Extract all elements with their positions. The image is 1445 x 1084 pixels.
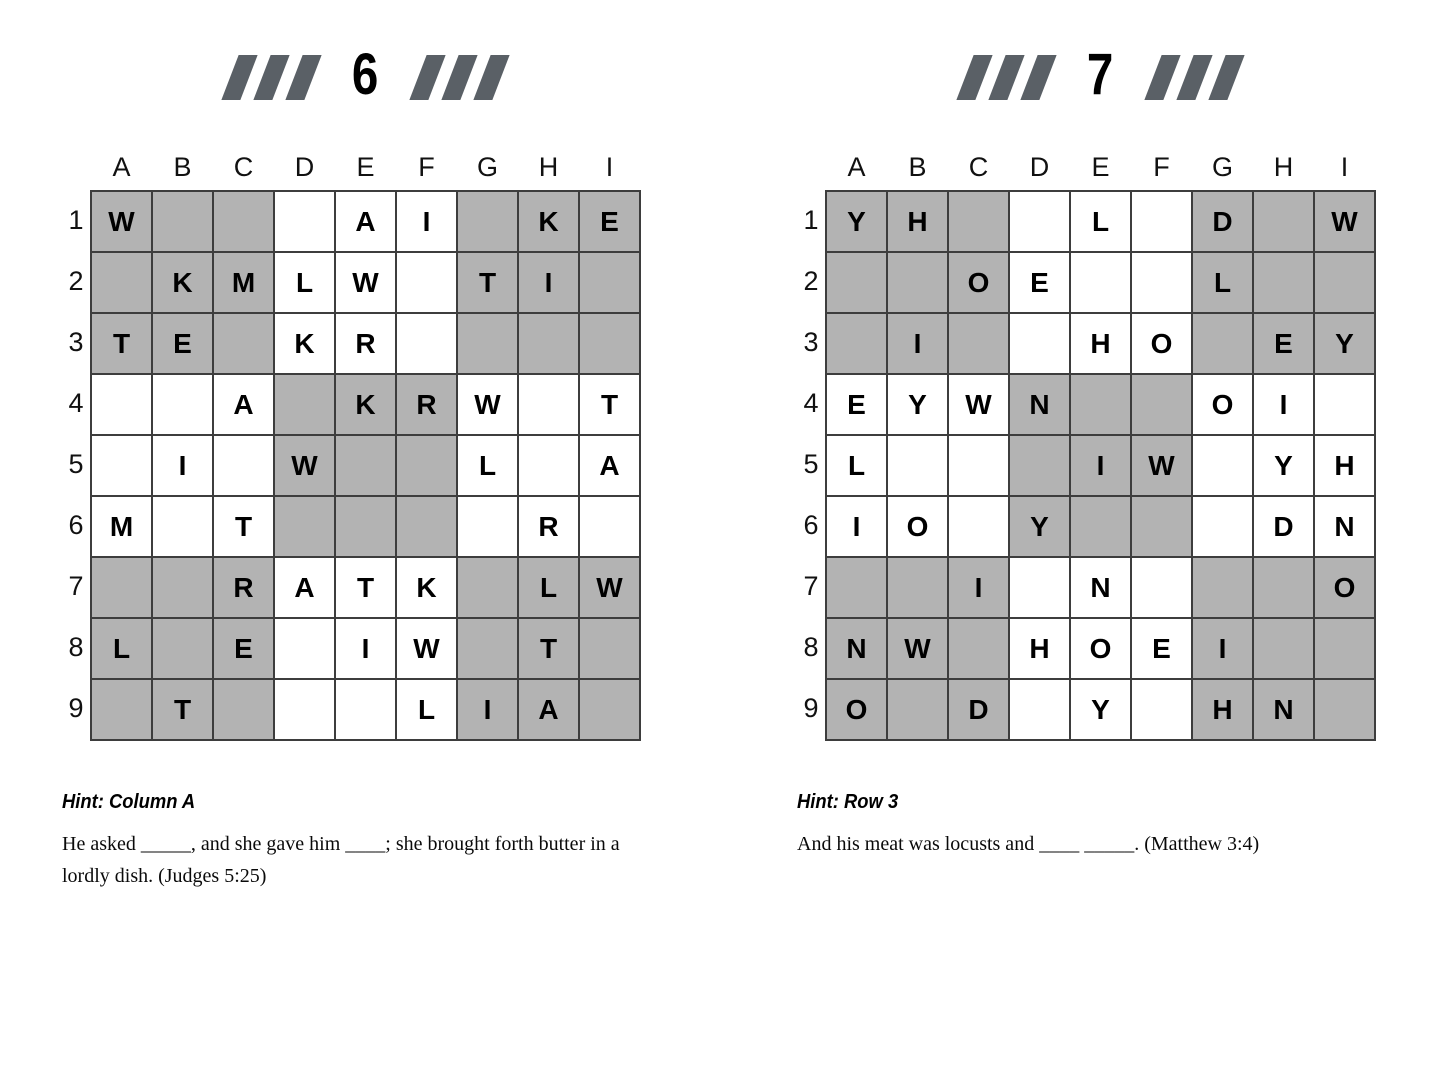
cell-E1: L (1070, 191, 1131, 252)
cell-C7: I (948, 557, 1009, 618)
cell-C5[interactable] (213, 435, 274, 496)
cell-I6: N (1314, 496, 1375, 557)
cell-E4: K (335, 374, 396, 435)
cell-E9[interactable] (335, 679, 396, 740)
slash-decoration-right (418, 55, 501, 100)
cell-A2[interactable] (826, 252, 887, 313)
cell-H1: K (518, 191, 579, 252)
cell-H9: A (518, 679, 579, 740)
cell-I2[interactable] (579, 252, 640, 313)
cell-D7: A (274, 557, 335, 618)
puzzle-6 (62, 40, 662, 1040)
cell-C5[interactable] (948, 435, 1009, 496)
puzzle-6-grid (90, 190, 641, 741)
cell-E7: N (1070, 557, 1131, 618)
column-label-C: C (968, 152, 989, 182)
cell-H2[interactable] (1253, 252, 1314, 313)
cell-D7[interactable] (1009, 557, 1070, 618)
cell-C2: M (213, 252, 274, 313)
cell-A6: I (826, 496, 887, 557)
cell-H2: I (518, 252, 579, 313)
cell-C9[interactable] (213, 679, 274, 740)
cell-E6[interactable] (335, 496, 396, 557)
cell-H8[interactable] (1253, 618, 1314, 679)
cell-I1: W (1314, 191, 1375, 252)
row-label-9: 9 (803, 693, 819, 723)
cell-E3: R (335, 313, 396, 374)
row-labels (797, 190, 825, 741)
cell-G2: L (1192, 252, 1253, 313)
column-label-G: G (1211, 152, 1233, 182)
cell-C1[interactable] (948, 191, 1009, 252)
cell-A9[interactable] (91, 679, 152, 740)
row-label-9: 9 (68, 693, 84, 723)
column-label-F: F (418, 152, 435, 182)
row-labels (62, 190, 90, 741)
cell-G3[interactable] (457, 313, 518, 374)
row-label-1: 1 (803, 205, 819, 235)
cell-I3: Y (1314, 313, 1375, 374)
row-label-8: 8 (803, 632, 819, 662)
cell-B8: W (887, 618, 948, 679)
row-label-2: 2 (68, 266, 84, 296)
cell-I4: T (579, 374, 640, 435)
puzzle-6-header (90, 42, 641, 108)
cell-F2[interactable] (396, 252, 457, 313)
cell-D4: N (1009, 374, 1070, 435)
cell-A7[interactable] (91, 557, 152, 618)
cell-D3[interactable] (1009, 313, 1070, 374)
cell-C4: W (948, 374, 1009, 435)
cell-I8[interactable] (1314, 618, 1375, 679)
slash-icon (1144, 55, 1180, 100)
cell-F7: K (396, 557, 457, 618)
puzzle-7-header (825, 42, 1376, 108)
cell-F2[interactable] (1131, 252, 1192, 313)
cell-E8: O (1070, 618, 1131, 679)
cell-F8: E (1131, 618, 1192, 679)
cell-F3[interactable] (396, 313, 457, 374)
cell-E7: T (335, 557, 396, 618)
puzzle-7 (797, 40, 1397, 1040)
column-labels (826, 150, 1376, 190)
row-label-3: 3 (803, 327, 819, 357)
cell-A9: O (826, 679, 887, 740)
cell-G3[interactable] (1192, 313, 1253, 374)
cell-C4: A (213, 374, 274, 435)
cell-A1: W (91, 191, 152, 252)
column-label-A: A (847, 152, 866, 182)
column-label-E: E (356, 152, 375, 182)
puzzle-7-grid-area (797, 150, 1376, 741)
cell-D1[interactable] (1009, 191, 1070, 252)
cell-F5[interactable] (396, 435, 457, 496)
cell-H4[interactable] (518, 374, 579, 435)
cell-G4: W (457, 374, 518, 435)
column-label-H: H (1273, 152, 1294, 182)
cell-I2[interactable] (1314, 252, 1375, 313)
row-label-6: 6 (68, 510, 84, 540)
cell-H5: Y (1253, 435, 1314, 496)
cell-E4[interactable] (1070, 374, 1131, 435)
cell-I7: O (1314, 557, 1375, 618)
cell-A7[interactable] (826, 557, 887, 618)
cell-C3[interactable] (948, 313, 1009, 374)
cell-A3: T (91, 313, 152, 374)
cell-F1[interactable] (1131, 191, 1192, 252)
row-label-2: 2 (803, 266, 819, 296)
cell-G1: D (1192, 191, 1253, 252)
cell-H8: T (518, 618, 579, 679)
cell-G6[interactable] (457, 496, 518, 557)
cell-G2: T (457, 252, 518, 313)
cell-F6[interactable] (396, 496, 457, 557)
column-label-H: H (538, 152, 559, 182)
cell-C6: T (213, 496, 274, 557)
cell-B9[interactable] (887, 679, 948, 740)
cell-B2: K (152, 252, 213, 313)
cell-F4[interactable] (1131, 374, 1192, 435)
cell-G6[interactable] (1192, 496, 1253, 557)
hint-text: And his meat was locusts and ____ _____. (Matthew 3:4) (797, 833, 1260, 855)
cell-G5: L (457, 435, 518, 496)
cell-D2: L (274, 252, 335, 313)
cell-F4: R (396, 374, 457, 435)
slash-icon (473, 55, 509, 100)
slash-icon (957, 55, 993, 100)
slash-icon (254, 55, 290, 100)
cell-A5: L (826, 435, 887, 496)
column-label-G: G (476, 152, 498, 182)
cell-E2: W (335, 252, 396, 313)
cell-I4[interactable] (1314, 374, 1375, 435)
cell-C6[interactable] (948, 496, 1009, 557)
cell-H6: R (518, 496, 579, 557)
cell-G9: I (457, 679, 518, 740)
column-label-F: F (1153, 152, 1170, 182)
cell-A4: E (826, 374, 887, 435)
row-label-4: 4 (803, 388, 819, 418)
cell-D5[interactable] (1009, 435, 1070, 496)
cell-D4[interactable] (274, 374, 335, 435)
slash-icon (989, 55, 1025, 100)
cell-I8[interactable] (579, 618, 640, 679)
cell-G8: I (1192, 618, 1253, 679)
cell-B9: T (152, 679, 213, 740)
slash-decoration-right (1153, 55, 1236, 100)
column-labels (91, 150, 641, 190)
cell-D9[interactable] (1009, 679, 1070, 740)
cell-G7[interactable] (457, 557, 518, 618)
cell-C1[interactable] (213, 191, 274, 252)
cell-B6[interactable] (152, 496, 213, 557)
cell-I3[interactable] (579, 313, 640, 374)
row-label-7: 7 (68, 571, 84, 601)
cell-H7[interactable] (1253, 557, 1314, 618)
cell-G7[interactable] (1192, 557, 1253, 618)
cell-A3[interactable] (826, 313, 887, 374)
cell-D1[interactable] (274, 191, 335, 252)
cell-G1[interactable] (457, 191, 518, 252)
cell-D3: K (274, 313, 335, 374)
column-label-I: I (1340, 152, 1349, 182)
slash-icon (286, 55, 322, 100)
cell-B3: I (887, 313, 948, 374)
cell-C8: E (213, 618, 274, 679)
row-label-8: 8 (68, 632, 84, 662)
cell-I5: H (1314, 435, 1375, 496)
cell-I5: A (579, 435, 640, 496)
hint-label: Hint: Row 3 (797, 791, 899, 813)
cell-A6: M (91, 496, 152, 557)
puzzle-6-grid-area (62, 150, 641, 741)
cell-H3: E (1253, 313, 1314, 374)
column-label-D: D (294, 152, 315, 182)
cell-B5: I (152, 435, 213, 496)
cell-F1: I (396, 191, 457, 252)
cell-B4: Y (887, 374, 948, 435)
cell-B8[interactable] (152, 618, 213, 679)
cell-D6: Y (1009, 496, 1070, 557)
column-label-B: B (173, 152, 192, 182)
slash-icon (441, 55, 477, 100)
column-label-C: C (233, 152, 254, 182)
column-label-I: I (605, 152, 614, 182)
slash-icon (1208, 55, 1244, 100)
hint-label: Hint: Column A (62, 791, 196, 813)
cell-B7[interactable] (887, 557, 948, 618)
row-label-5: 5 (803, 449, 819, 479)
column-label-D: D (1029, 152, 1050, 182)
cell-E5[interactable] (335, 435, 396, 496)
slash-decoration-left (965, 55, 1048, 100)
cell-G5[interactable] (1192, 435, 1253, 496)
cell-A8: N (826, 618, 887, 679)
cell-H3[interactable] (518, 313, 579, 374)
cell-A2[interactable] (91, 252, 152, 313)
cell-F5: W (1131, 435, 1192, 496)
slash-icon (409, 55, 445, 100)
hint-text: He asked _____, and she gave him ____; she brought forth butter in a lordly dish. (Judges 5:25) (62, 833, 620, 887)
cell-A5[interactable] (91, 435, 152, 496)
cell-C2: O (948, 252, 1009, 313)
cell-E2[interactable] (1070, 252, 1131, 313)
row-label-7: 7 (803, 571, 819, 601)
cell-G4: O (1192, 374, 1253, 435)
cell-A8: L (91, 618, 152, 679)
cell-F3: O (1131, 313, 1192, 374)
cell-H6: D (1253, 496, 1314, 557)
cell-C9: D (948, 679, 1009, 740)
cell-E5: I (1070, 435, 1131, 496)
cell-D8: H (1009, 618, 1070, 679)
cell-C3[interactable] (213, 313, 274, 374)
cell-I1: E (579, 191, 640, 252)
cell-G9: H (1192, 679, 1253, 740)
cell-D2: E (1009, 252, 1070, 313)
cell-D5: W (274, 435, 335, 496)
cell-E8: I (335, 618, 396, 679)
column-label-A: A (112, 152, 131, 182)
cell-D8[interactable] (274, 618, 335, 679)
puzzle-number: 7 (1087, 42, 1114, 107)
row-label-1: 1 (68, 205, 84, 235)
slash-icon (222, 55, 258, 100)
cell-I7: W (579, 557, 640, 618)
cell-E6[interactable] (1070, 496, 1131, 557)
cell-D9[interactable] (274, 679, 335, 740)
cell-H1[interactable] (1253, 191, 1314, 252)
puzzle-7-grid (825, 190, 1376, 741)
cell-B4[interactable] (152, 374, 213, 435)
cell-B1[interactable] (152, 191, 213, 252)
cell-B1: H (887, 191, 948, 252)
cell-E3: H (1070, 313, 1131, 374)
cell-B6: O (887, 496, 948, 557)
cell-B3: E (152, 313, 213, 374)
cell-I6[interactable] (579, 496, 640, 557)
row-label-3: 3 (68, 327, 84, 357)
cell-A4[interactable] (91, 374, 152, 435)
cell-E1: A (335, 191, 396, 252)
cell-F6[interactable] (1131, 496, 1192, 557)
column-label-E: E (1091, 152, 1110, 182)
cell-H7: L (518, 557, 579, 618)
cell-H9: N (1253, 679, 1314, 740)
cell-F7[interactable] (1131, 557, 1192, 618)
row-label-5: 5 (68, 449, 84, 479)
slash-decoration-left (230, 55, 313, 100)
cell-A1: Y (826, 191, 887, 252)
cell-F8: W (396, 618, 457, 679)
cell-B5[interactable] (887, 435, 948, 496)
cell-F9: L (396, 679, 457, 740)
row-label-6: 6 (803, 510, 819, 540)
cell-H4: I (1253, 374, 1314, 435)
cell-C8[interactable] (948, 618, 1009, 679)
column-label-B: B (908, 152, 927, 182)
cell-B2[interactable] (887, 252, 948, 313)
cell-F9[interactable] (1131, 679, 1192, 740)
cell-G8[interactable] (457, 618, 518, 679)
cell-D6[interactable] (274, 496, 335, 557)
slash-icon (1021, 55, 1057, 100)
cell-B7[interactable] (152, 557, 213, 618)
slash-icon (1176, 55, 1212, 100)
cell-I9[interactable] (1314, 679, 1375, 740)
puzzle-number: 6 (352, 42, 379, 107)
cell-C7: R (213, 557, 274, 618)
cell-E9: Y (1070, 679, 1131, 740)
row-label-4: 4 (68, 388, 84, 418)
cell-I9[interactable] (579, 679, 640, 740)
cell-H5[interactable] (518, 435, 579, 496)
